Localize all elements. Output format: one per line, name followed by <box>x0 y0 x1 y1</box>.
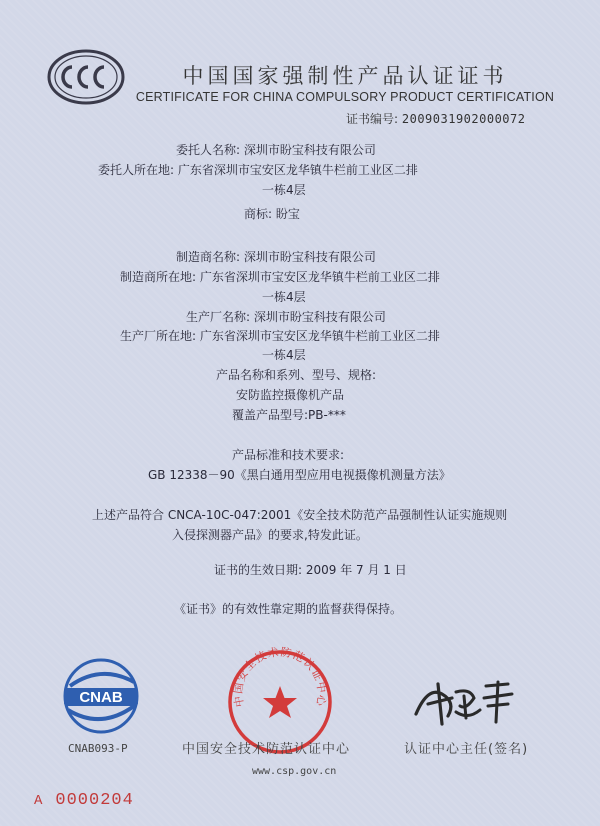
certificate-title-cn: 中国国家强制性产品认证证书 <box>182 64 508 88</box>
standard-heading: 产品标准和技术要求: <box>232 448 345 462</box>
trademark <box>244 206 300 222</box>
factory-name-value: 深圳市盼宝科技有限公司 <box>253 310 386 324</box>
product-heading: 产品名称和系列、型号、规格: <box>216 368 377 382</box>
cnab-logo-icon <box>56 656 146 738</box>
certificate-number-value: 2009031902000072 <box>401 112 526 126</box>
client-address-line2: 一栋4层 <box>262 183 306 197</box>
serial-number-value: 0000204 <box>55 791 134 810</box>
factory-address <box>120 328 440 344</box>
factory-name-label: 生产厂名称: <box>186 310 251 324</box>
conformity-line2: 入侵探测器产品》的要求,特发此证。 <box>172 528 368 542</box>
factory-address-label: 生产厂所在地: <box>120 329 197 343</box>
product-name: 安防监控摄像机产品 <box>236 388 345 402</box>
certificate-number-label: 证书编号: <box>346 112 399 126</box>
manufacturer-address-label: 制造商所在地: <box>120 270 197 284</box>
director-signature-label: 认证中心主任(签名) <box>404 742 529 757</box>
manufacturer-name-value: 深圳市盼宝科技有限公司 <box>243 250 376 264</box>
effective-date: 证书的生效日期: 2009 年 7 月 1 日 <box>214 563 407 577</box>
serial-prefix: A <box>34 793 44 809</box>
trademark-value: 盼宝 <box>275 207 300 221</box>
trademark-label: 商标: <box>244 207 273 221</box>
manufacturer-name <box>176 249 376 265</box>
client-address-label: 委托人所在地: <box>98 163 175 177</box>
factory-address-line2: 一栋4层 <box>262 348 306 362</box>
certificate-title-en: CERTIFICATE FOR CHINA COMPULSORY PRODUCT CERTIFICATION <box>135 90 555 104</box>
factory-name <box>186 309 386 325</box>
certificate-number <box>346 110 525 127</box>
cnab-code: CNAB093-P <box>68 742 128 755</box>
cnab-logo-text: CNAB <box>79 689 123 706</box>
website: www.csp.gov.cn <box>252 766 337 777</box>
serial-number <box>34 791 134 810</box>
issuer-name: 中国安全技术防范认证中心 <box>182 742 351 757</box>
factory-address-line1: 广东省深圳市宝安区龙华镇牛栏前工业区二排 <box>199 329 440 343</box>
manufacturer-name-label: 制造商名称: <box>176 250 241 264</box>
client-address <box>98 162 418 178</box>
manufacturer-address-line2: 一栋4层 <box>262 290 306 304</box>
validity-note: 《证书》的有效性靠定期的监督获得保持。 <box>174 602 403 616</box>
signature-icon <box>408 676 518 730</box>
manufacturer-address <box>120 269 440 285</box>
client-name-value: 深圳市盼宝科技有限公司 <box>243 143 376 157</box>
product-models: 覆盖产品型号:PB-*** <box>232 408 346 422</box>
conformity-line1: 上述产品符合 CNCA-10C-047:2001《安全技术防范产品强制性认证实施规则 <box>92 508 508 522</box>
seal-text: 中国安全技术防范认证中心 <box>231 646 329 708</box>
client-name-label: 委托人名称: <box>176 143 241 157</box>
standard-value: GB 12338－90《黑白通用型应用电视摄像机测量方法》 <box>148 468 451 482</box>
manufacturer-address-line1: 广东省深圳市宝安区龙华镇牛栏前工业区二排 <box>199 270 440 284</box>
client-address-line1: 广东省深圳市宝安区龙华镇牛栏前工业区二排 <box>177 163 418 177</box>
client-name <box>176 142 376 158</box>
